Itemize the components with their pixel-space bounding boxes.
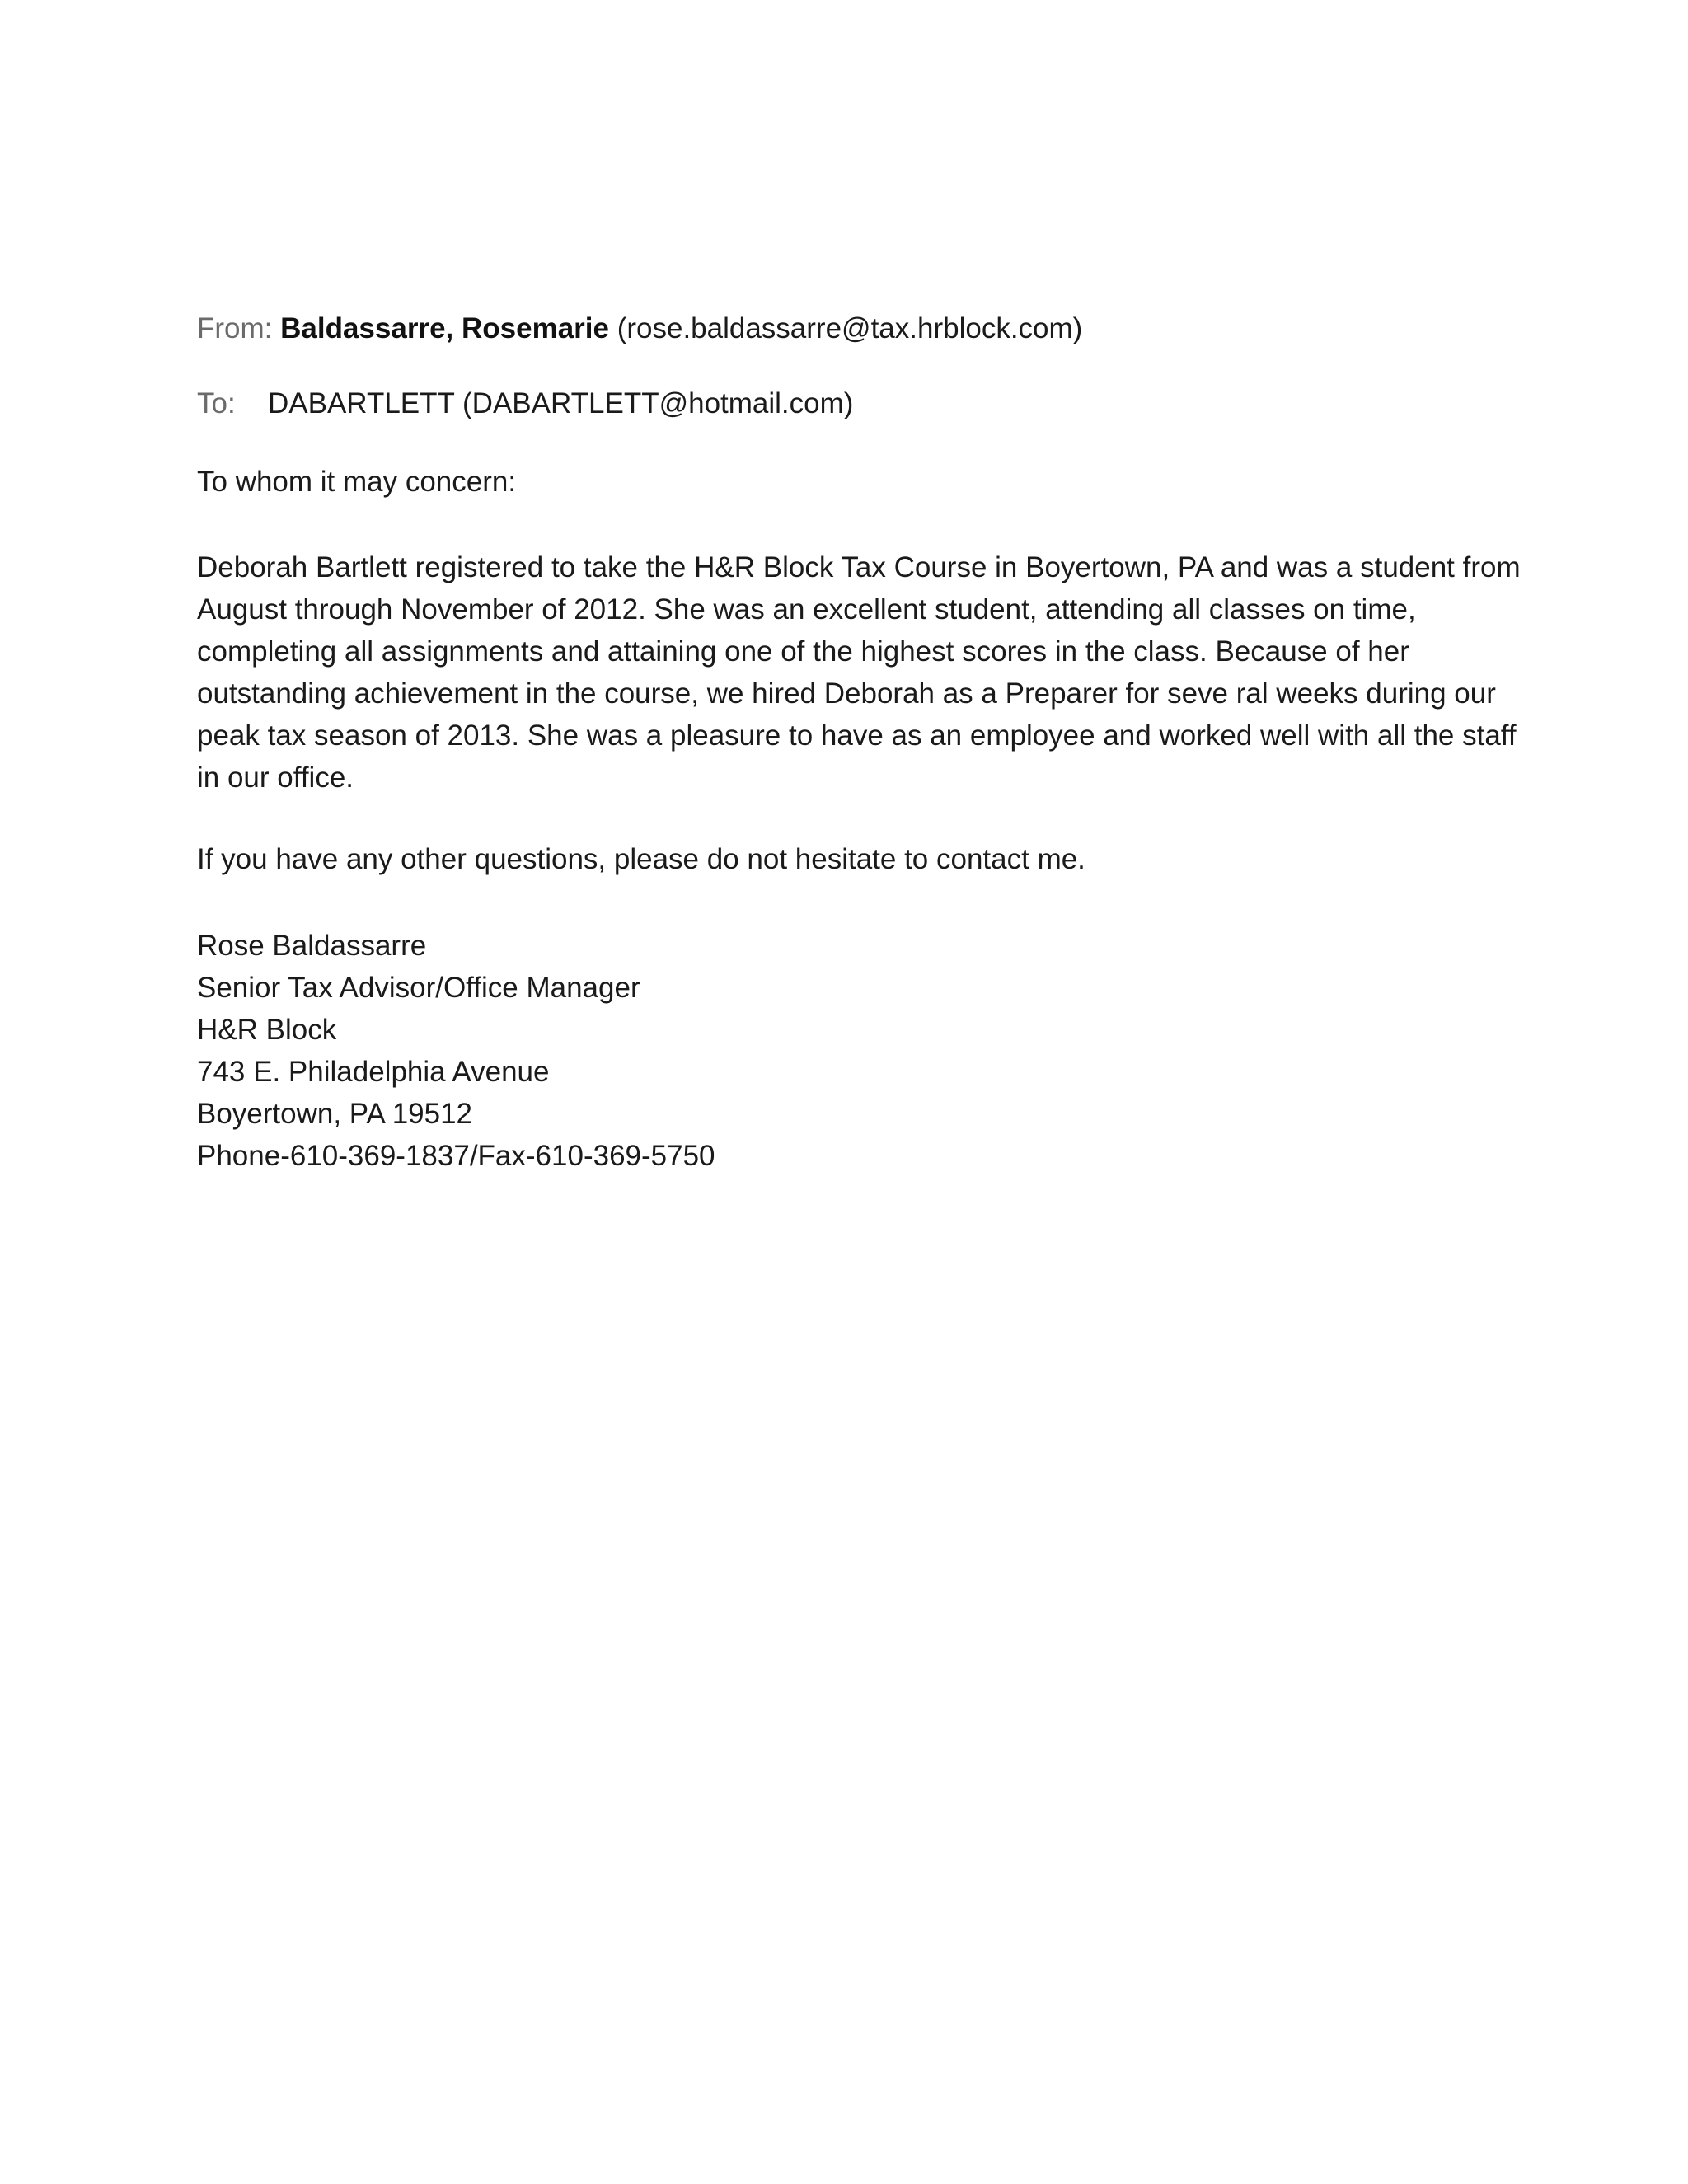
body-paragraph <box>197 546 1521 799</box>
to-line <box>197 386 853 422</box>
to-label: To: <box>197 387 236 419</box>
closing-sentence: If you have any other questions, please do not hesitate to contact me. <box>197 843 1085 875</box>
from-line <box>197 311 1082 347</box>
body-line: completing all assignments and attaining one of the highest scores in the class. Because of her <box>197 635 1409 668</box>
signer-company: H&R Block <box>197 1014 337 1046</box>
recipient-email: (DABARTLETT@hotmail.com) <box>462 387 854 419</box>
from-label: From: <box>197 312 273 344</box>
signer-title: Senior Tax Advisor/Office Manager <box>197 972 640 1004</box>
recipient-name: DABARTLETT <box>268 387 455 419</box>
sender-email: (rose.baldassarre@tax.hrblock.com) <box>617 312 1083 344</box>
body-line: in our office. <box>197 762 354 794</box>
sender-name: Baldassarre, Rosemarie <box>280 312 609 344</box>
address-line-2: Boyertown, PA 19512 <box>197 1098 473 1130</box>
body-line: peak tax season of 2013. She was a pleasure to have as an employee and worked well with all the staff <box>197 719 1517 752</box>
body-line: Deborah Bartlett registered to take the H&R Block Tax Course in Boyertown, PA and was a student from <box>197 551 1521 583</box>
signature-block <box>197 925 715 1177</box>
greeting: To whom it may concern: <box>197 466 517 498</box>
body-line: August through November of 2012. She was an excellent student, attending all classes on time, <box>197 593 1416 626</box>
body-line: outstanding achievement in the course, we hired Deborah as a Preparer for seve ral weeks during our <box>197 677 1496 710</box>
signer-name: Rose Baldassarre <box>197 930 427 962</box>
contact-line: Phone-610-369-1837/Fax-610-369-5750 <box>197 1140 715 1172</box>
address-line-1: 743 E. Philadelphia Avenue <box>197 1056 550 1088</box>
